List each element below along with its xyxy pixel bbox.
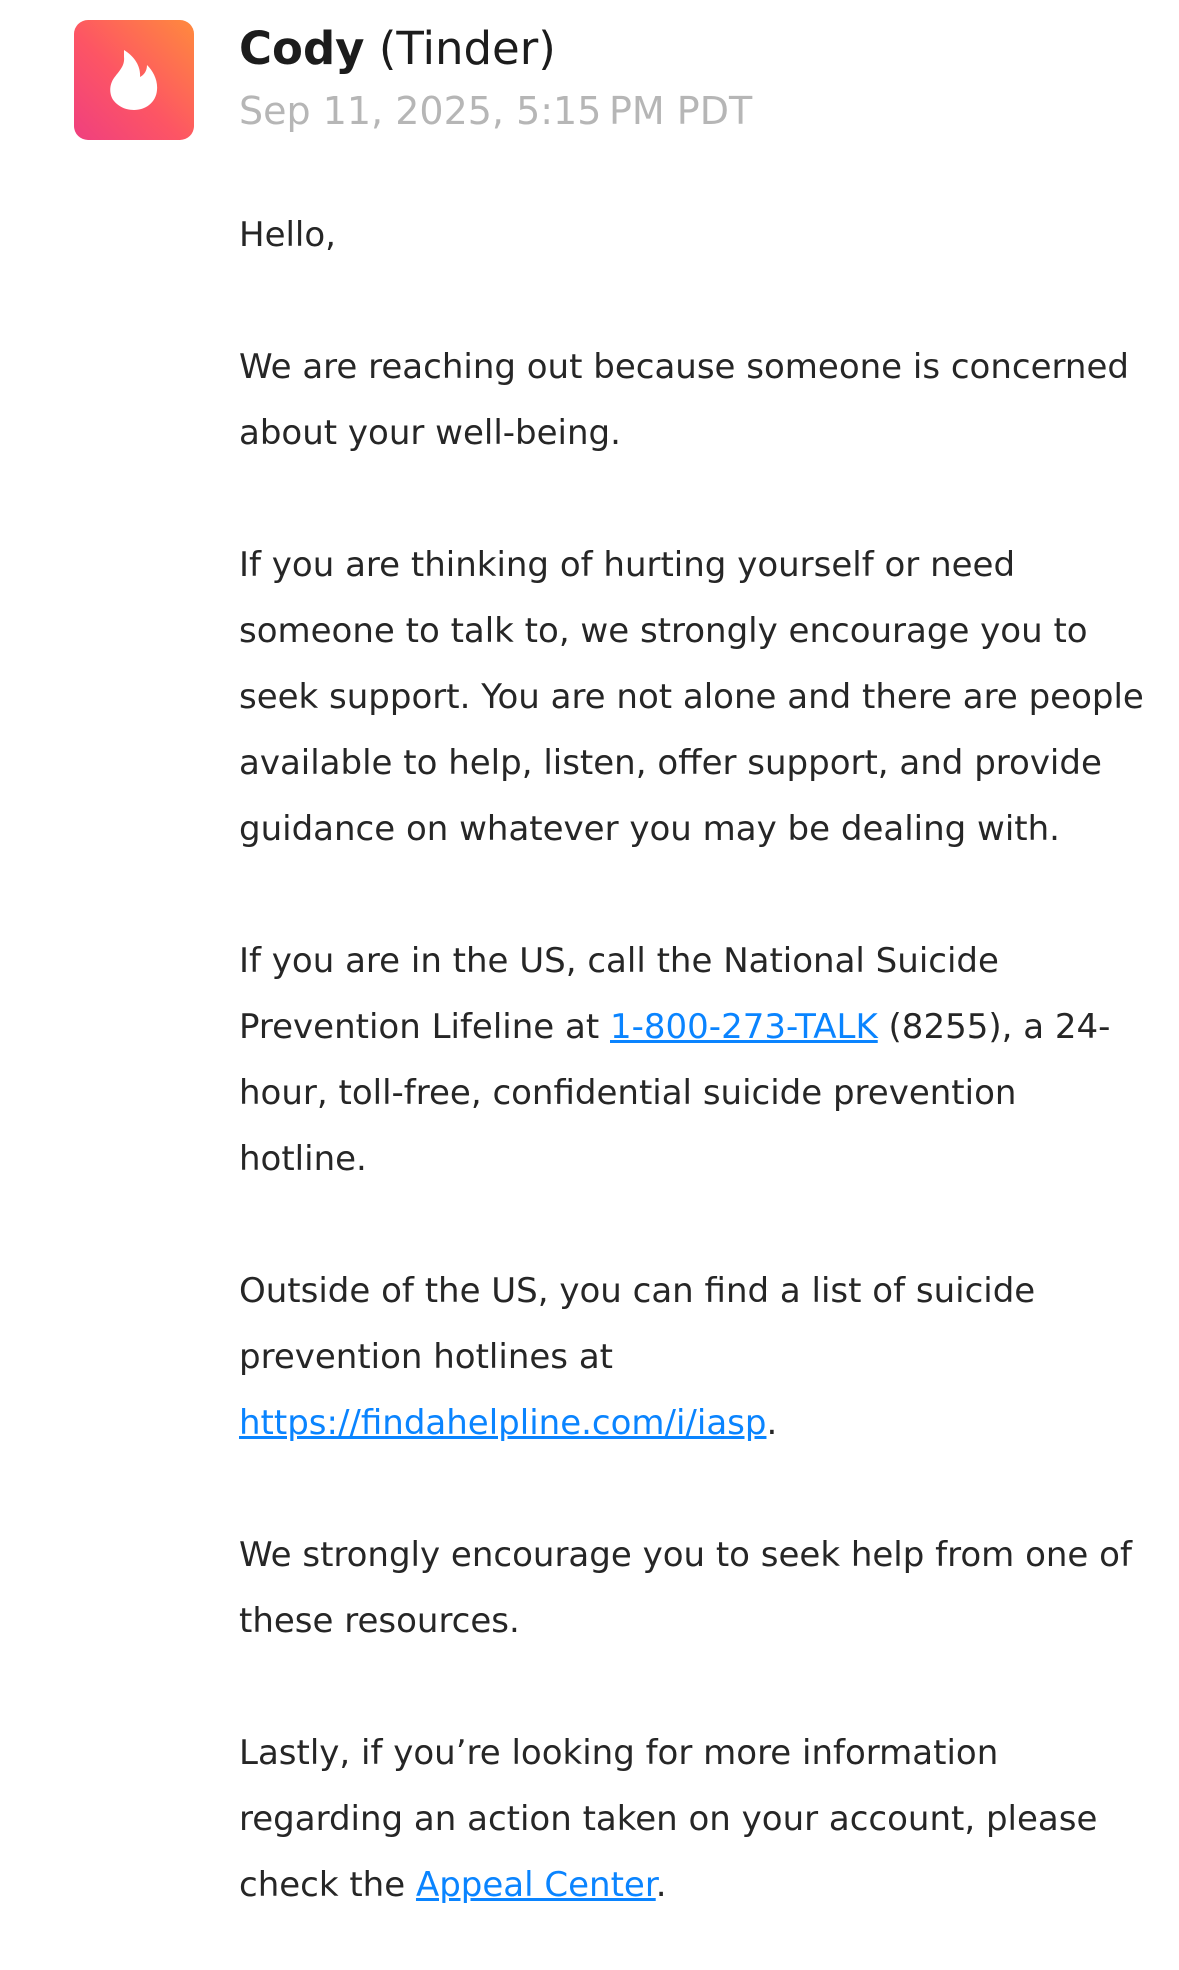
sender-avatar xyxy=(74,20,194,140)
tinder-flame-icon xyxy=(106,49,162,111)
paragraph-support: If you are thinking of hurting yourself or need someone to talk to, we strongly encourage you to seek support. You are not alone and there are people available to help, listen, offer support, and provide guidance on whatever you may be dealing with. xyxy=(239,545,1144,849)
international-text-after: . xyxy=(766,1403,778,1443)
sender-line xyxy=(239,20,1139,78)
email-header xyxy=(239,20,1139,136)
sender-org: (Tinder) xyxy=(378,22,556,75)
appeal-text-after: . xyxy=(655,1865,667,1905)
paragraph-us-hotline xyxy=(239,928,1149,1192)
paragraph-international-hotlines xyxy=(239,1258,1149,1456)
international-text-before: Outside of the US, you can find a list of suicide prevention hotlines at xyxy=(239,1271,1036,1377)
hotline-phone-link[interactable]: 1-800-273-TALK xyxy=(610,1007,878,1047)
appeal-text-before: Lastly, if you’re looking for more information regarding an action taken on your account, please check the xyxy=(239,1733,1098,1905)
appeal-center-link[interactable]: Appeal Center xyxy=(415,1865,656,1905)
sender-name: Cody xyxy=(239,22,365,75)
us-hotline-text-after: (8255), a 24-hour, toll-free, confidential suicide prevention hotline. xyxy=(239,1007,1111,1179)
paragraph-concern: We are reaching out because someone is concerned about your well-being. xyxy=(239,347,1129,453)
us-hotline-text-before: If you are in the US, call the National Suicide Prevention Lifeline at xyxy=(239,941,999,1047)
paragraph-appeal xyxy=(239,1720,1149,1918)
greeting: Hello, xyxy=(239,215,336,255)
findahelpline-link[interactable]: https://findahelpline.com/i/iasp xyxy=(239,1403,767,1443)
paragraph-encourage: We strongly encourage you to seek help from one of these resources. xyxy=(239,1535,1132,1641)
email-body xyxy=(239,202,1149,1918)
email-timestamp: Sep 11, 2025, 5:15 PM PDT xyxy=(239,89,753,133)
